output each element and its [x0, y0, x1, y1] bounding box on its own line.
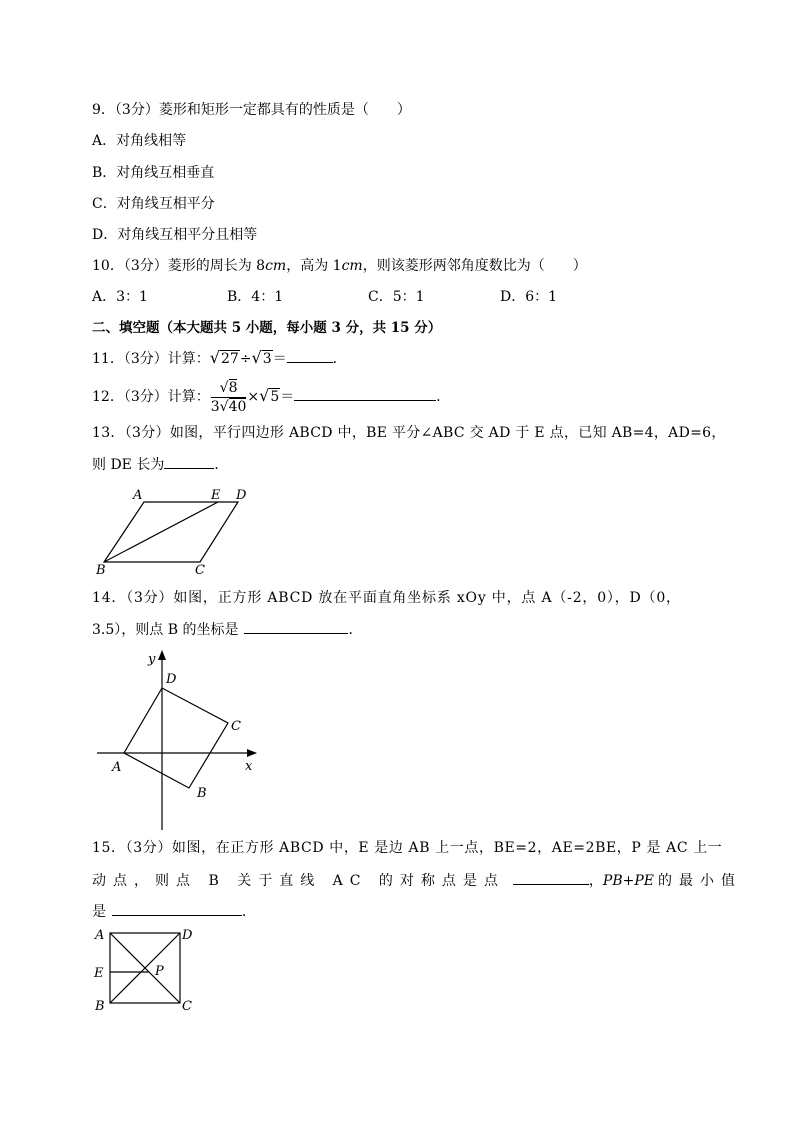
- q14-label-c: C: [231, 719, 241, 734]
- q10-stem: [92, 256, 587, 276]
- q12-fraction: $\frac{√8}{3√40}$: [210, 379, 247, 415]
- q11-equals: ＝: [272, 351, 287, 367]
- q15-square-diagram: [90, 925, 210, 1015]
- q13-bisector-be: [104, 502, 218, 562]
- q12-radicand: 5: [270, 389, 280, 405]
- q12-numerator: 8: [228, 379, 238, 396]
- q10-stem-post: ，则该菱形两邻角度数比为（ ）: [362, 258, 587, 274]
- q10-unit-2: cm: [341, 258, 363, 274]
- q15-answer-blank-2[interactable]: [112, 901, 242, 916]
- q15-line-1: 15．（3分）如图，在正方形 ABCD 中，E 是边 AB 上一点，BE=2，AE=2BE，P 是 AC 上一: [92, 840, 723, 856]
- q15-line-2: 动点，则点 B 关于直线 AC 的对称点是点 ，PB+PE 的最小值: [92, 870, 742, 891]
- q12-den-coef: 3: [210, 398, 220, 415]
- q14-label-a: A: [112, 760, 122, 775]
- q10-stem-pre: 10．（3分）菱形的周长为 8: [92, 258, 266, 274]
- q12-answer-blank[interactable]: [294, 386, 436, 401]
- q14-line-2: [92, 619, 362, 640]
- q10-option-a: A．3：1: [92, 289, 148, 305]
- q15-expression: PB+PE: [602, 873, 654, 889]
- q12-label: 12．（3分）计算：: [92, 389, 210, 405]
- q11: [92, 348, 347, 369]
- q14-x-arrow: [247, 749, 257, 757]
- q15-label-d: D: [182, 928, 193, 943]
- q12-end: ．: [436, 389, 451, 405]
- q12: [92, 376, 450, 416]
- q13-end: ．: [214, 457, 229, 473]
- q12-den-radicand: 40: [228, 398, 247, 415]
- q11-radical-2: √3: [251, 348, 272, 367]
- q14-coordinate-diagram: [90, 645, 270, 835]
- q11-radical-1: √27: [209, 348, 239, 367]
- q15-label-b: B: [95, 999, 105, 1014]
- q11-divide: ÷: [239, 351, 252, 367]
- q13-label-b: B: [96, 563, 106, 578]
- q9-option-c: C．对角线互相平分: [92, 196, 215, 212]
- q9-option-b: B．对角线互相垂直: [92, 165, 215, 181]
- q14-line-1: 14．（3分）如图，正方形 ABCD 放在平面直角坐标系 xOy 中，点 A（-2，0），D（0，: [92, 590, 681, 606]
- q14-label-y: y: [148, 652, 156, 667]
- q13-parallelogram-diagram: [90, 484, 260, 578]
- q15-answer-blank-1[interactable]: [513, 870, 589, 885]
- q13-line-1: 13．（3分）如图，平行四边形 ABCD 中，BE 平分∠ABC 交 AD 于 E 点，已知 AB=4，AD=6，: [92, 425, 726, 441]
- section-heading: 二、填空题（本大题共 5 小题，每小题 3 分，共 15 分）: [92, 320, 442, 336]
- q14-label-x: x: [245, 759, 253, 774]
- q15-label-a: A: [95, 928, 105, 943]
- q13-line-2: [92, 454, 228, 475]
- q13-label-d: D: [236, 488, 247, 503]
- q14-y-arrow: [158, 650, 166, 660]
- q13-label-c: C: [195, 563, 205, 578]
- q10-option-d: D．6：1: [500, 289, 558, 305]
- q15-label-e: E: [94, 966, 104, 981]
- q14-end: ．: [348, 622, 363, 638]
- q10-option-b: B．4：1: [227, 289, 284, 305]
- q15-label-c: C: [182, 999, 192, 1014]
- q12-times: ×: [247, 389, 260, 405]
- q9-stem: 9．（3分）菱形和矩形一定都具有的性质是（ ）: [92, 102, 411, 118]
- q9-option-a: A．对角线相等: [92, 133, 187, 149]
- q9-option-d: D．对角线互相平分且相等: [92, 227, 258, 243]
- q15-end: ．: [242, 904, 256, 920]
- q14-label-d: D: [166, 672, 177, 687]
- q14-answer-blank[interactable]: [244, 619, 348, 634]
- q13-answer-blank[interactable]: [164, 454, 214, 469]
- q11-end: ．: [332, 351, 347, 367]
- q14-square: [124, 688, 228, 788]
- q10-stem-mid: ，高为 1: [286, 258, 342, 274]
- q15-line-3-text: 是: [92, 904, 106, 920]
- q13-label-a: A: [133, 488, 143, 503]
- q11-radicand-2: 3: [262, 351, 272, 367]
- q15-label-p: P: [155, 964, 164, 979]
- q15-line-2-post: 的最小值: [658, 873, 742, 889]
- q10-option-c: C．5：1: [368, 289, 425, 305]
- q14-line-2-text: 3.5），则点 B 的坐标是: [92, 622, 239, 638]
- q12-equals: ＝: [280, 389, 295, 405]
- q14-label-b: B: [197, 786, 207, 801]
- q13-label-e: E: [211, 488, 221, 503]
- q11-answer-blank[interactable]: [287, 348, 333, 363]
- q11-label: 11．（3分）计算：: [92, 351, 210, 367]
- q13-parallelogram: [104, 502, 238, 562]
- q15-line-2-text: 动点，则点 B 关于直线 AC 的对称点是点: [92, 873, 505, 889]
- q12-radical: √5: [259, 386, 280, 405]
- q13-line-2-text: 则 DE 长为: [92, 457, 165, 473]
- q10-unit-1: cm: [265, 258, 287, 274]
- q11-radicand-1: 27: [220, 351, 239, 367]
- q15-line-3: [92, 901, 256, 922]
